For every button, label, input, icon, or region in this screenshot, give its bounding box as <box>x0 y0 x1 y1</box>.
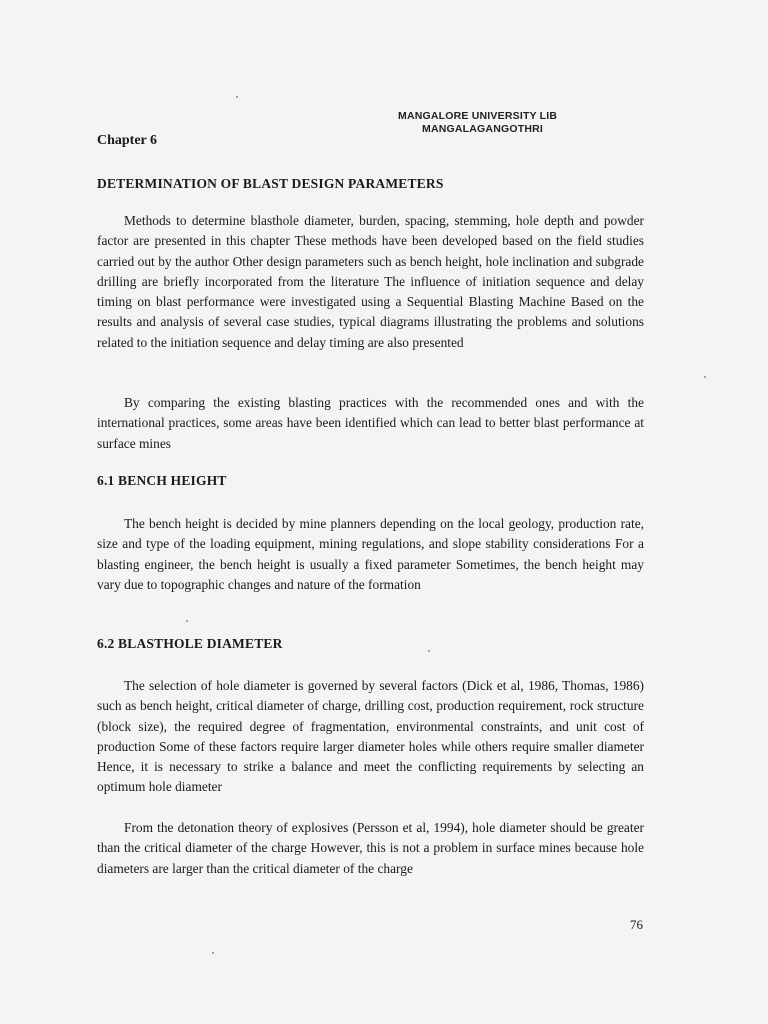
section-6-2-heading: 6.2 BLASTHOLE DIAMETER <box>97 636 283 651</box>
chapter-label: Chapter 6 <box>97 133 158 148</box>
intro-paragraph-1: Methods to determine blasthole diameter, burden, spacing, stemming, hole depth and powder factor are presented in this chapter These methods have been developed based on the field studies carried out by the author Other design parameters such as bench height, hole inclination and subgrade drilling are briefly incorporated from the literature The influence of initiation sequence and delay timing on blast performance were investigated using a Sequential Blasting Machine Based on the results and analysis of several case studies, typical diagrams illustrating the problems and solutions related to the initiation sequence and delay timing are also presented <box>97 213 644 350</box>
scan-speck <box>236 96 238 98</box>
section-6-1-heading: 6.1 BENCH HEIGHT <box>97 473 227 488</box>
section-6-1-paragraph: The bench height is decided by mine planners depending on the local geology, production rate, size and type of the loading equipment, mining regulations, and slope stability considerations For a blasting engineer, the bench height is usually a fixed parameter Sometimes, the bench height may vary due to topographic changes and nature of the formation <box>97 516 644 592</box>
library-stamp <box>398 110 557 136</box>
intro-paragraph-2: By comparing the existing blasting practices with the recommended ones and with the international practices, some areas have been identified which can lead to better blast performance at surface mines <box>97 395 644 451</box>
section-6-2-paragraph-1: The selection of hole diameter is governed by several factors (Dick et al, 1986, Thomas, 1986) such as bench height, critical diameter of charge, drilling cost, production requirement, rock structure (block size), the required degree of fragmentation, environmental constraints, and unit cost of production Some of these factors require larger diameter holes while others require smaller diameter Hence, it is necessary to strike a balance and meet the conflicting requirements by selecting an optimum hole diameter <box>97 678 644 795</box>
stamp-line-2: MANGALAGANGOTHRI <box>422 123 544 135</box>
scan-speck <box>704 376 706 378</box>
scan-speck <box>212 952 214 954</box>
scan-speck <box>428 650 430 652</box>
section-6-2-paragraph-2: From the detonation theory of explosives (Persson et al, 1994), hole diameter should be greater than the critical diameter of the charge However, this is not a problem in surface mines because hole diameters are larger than the critical diameter of the charge <box>97 820 644 876</box>
scan-speck <box>186 620 188 622</box>
page-number: 76 <box>630 917 643 932</box>
stamp-line-1: MANGALORE UNIVERSITY LIB <box>398 110 558 122</box>
chapter-title: DETERMINATION OF BLAST DESIGN PARAMETERS <box>97 176 444 191</box>
